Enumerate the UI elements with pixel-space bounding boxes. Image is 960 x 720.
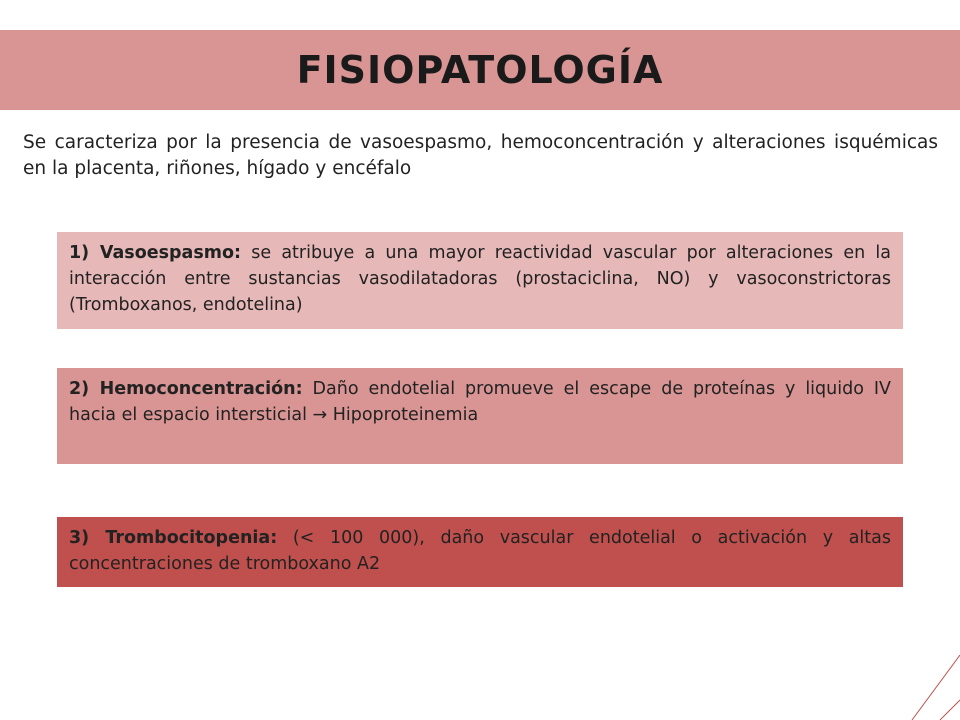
item-text: (< 100 000), daño vascular endotelial o activación y altas concentraciones de tromboxano A2 <box>69 528 892 574</box>
slide-title: FISIOPATOLOGÍA <box>296 48 664 92</box>
intro-paragraph: Se caracteriza por la presencia de vasoespasmo, hemoconcentración y alteraciones isquémicas en la placenta, riñones, hígado y encéfalo <box>23 132 938 179</box>
item-box-vasoespasmo <box>57 232 903 329</box>
item-term: 2) Hemoconcentración: <box>69 379 303 399</box>
item-term: 3) Trombocitopenia: <box>69 528 278 548</box>
item-term: 1) Vasoespasmo: <box>69 243 242 263</box>
item-text: se atribuye a una mayor reactividad vascular por alteraciones en la interacción entre sustancias vasodilatadoras (prostaciclina, NO) y vasoconstrictoras (Tromboxanos, endotelina) <box>69 243 891 315</box>
title-bar <box>0 30 960 110</box>
accent-line <box>912 655 960 720</box>
accent-line <box>940 700 960 720</box>
item-box-hemoconcentracion <box>57 368 903 464</box>
item-text: Daño endotelial promueve el escape de proteínas y liquido IV hacia el espacio intersticial → Hipoproteinemia <box>69 379 891 425</box>
item-box-trombocitopenia <box>57 517 903 587</box>
